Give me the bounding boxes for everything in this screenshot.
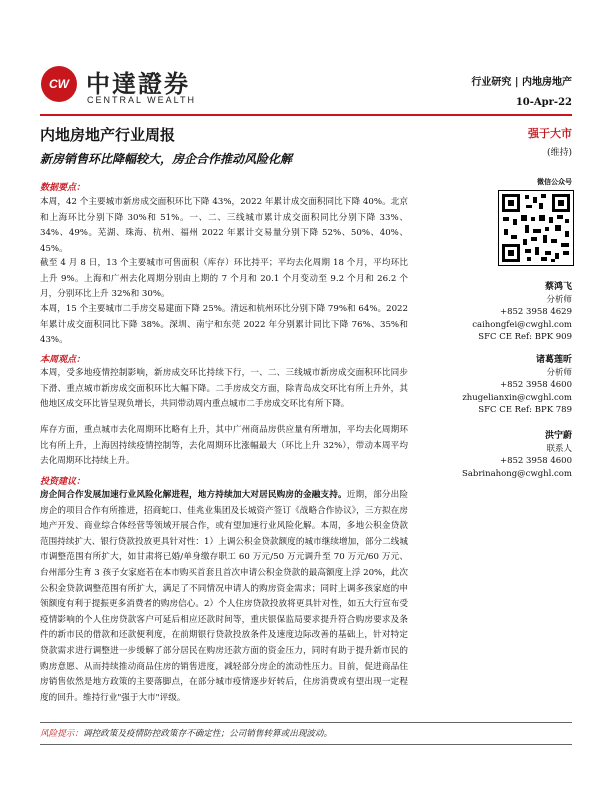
brand-name-en: CENTRAL WEALTH (87, 95, 197, 105)
page-title: 内地房地产行业周报 (40, 126, 176, 144)
analyst-phone: +852 3958 4600 (499, 380, 572, 390)
analyst-name: 蔡鸿飞 (544, 282, 572, 292)
analyst-card (462, 430, 572, 480)
advice-paragraph (40, 488, 408, 706)
rating-label: 强于大市 (528, 127, 572, 140)
qr-code-icon (498, 190, 574, 266)
analyst-card (462, 354, 572, 417)
risk-label: 风险提示： (40, 729, 83, 739)
wechat-label: 微信公众号 (537, 177, 572, 186)
analyst-email[interactable]: zhugelianxin@cwghl.com (462, 392, 572, 403)
rating-sub: (维持) (546, 148, 572, 158)
view-section-heading: 本周观点： (40, 355, 86, 365)
risk-divider (40, 722, 572, 723)
report-date: 10-Apr-22 (515, 97, 572, 108)
analyst-email[interactable]: Sabrinahong@cwghl.com (462, 468, 572, 479)
analyst-card (472, 281, 572, 344)
advice-section-heading: 投资建议： (40, 477, 86, 487)
risk-text: 调控政策及疫情防控政策存不确定性；公司销售转算或出现波动。 (82, 729, 333, 739)
risk-divider-bottom (40, 744, 572, 745)
data-paragraph-1: 本周，42 个主要城市新房成交面积环比下降 43%，2022 年累计成交面积同比下降 40%。北京和上海环比分别下降 30%和 51%。一、二、三线城市累计成交面积同比分别下降 33%、34%、49%。芜湖、珠海、杭州、福州 2022 年累计交易量分别下降 52%、50%、40%、45%。 (40, 197, 408, 254)
view-paragraph-1: 本周，受多地疫情控制影响，新房成交环比持续下行，一、二、三线城市新房成交面积环比同步下滑、重点城市新房成交面积环比大幅下降。二手房成交方面，除青岛成交环比有所上升外，其他地区成交环比皆呈现负增长，共同带动周内重点城市二手房成交环比有所下降。 (40, 368, 408, 410)
analyst-role: 联系人 (546, 443, 572, 454)
risk-note (40, 727, 332, 739)
brand-name-cn: 中達證券 (86, 69, 190, 98)
analyst-phone: +852 3958 4600 (499, 456, 572, 466)
advice-body: 近期，部分出险房企的项目合作有所推进，招商蛇口、佳兆业集团及长城资产签订《战略合作协议》，三方拟在房地产开发、商业综合体经营等领域开展合作，或有望加速行业风险化解。本周，多地公积金贷款范围持续扩大、银行贷款投放更具针对性：1）上调公积金贷款额度的城市继续增加，部分二线城市调整范围有所扩大，如甘肃将已婚/单身缴存职工 60 万元/50 万元调升至 70 万元/60 万元、台州部分生育 3 孩子女家庭若在本市购买首套且首次申请公积金贷款的最高额度上浮 20%，此次公积金贷款调整范围有所扩大，满足了不同情况申请人的购房资金需求；同时上调多孩家庭的申领额度有利于提振更多消费者的购房信心。2）个人住房贷款投放将更具针对性，如五大行宣布受疫情影响的个人住房贷款客户可延后相应还款时间等，重庆银保监局要求提升符合购房要求及条件的新市民的借款和还款便利度，在前期银行贷款投放条件及速度边际改善的基础上，针对特定贷款需求进行调整进一步缓解了部分居民在购房还款方面的资金压力，同时有助于提升新市民的购房意愿、从而持续推动商品住房的销售进度，减轻部分房企的流动性压力。目前，促进商品住房销售依然是地方政策的主要落脚点，在部分城市疫情逐步好转后，住房消费或有望出现一定程度的回升。维持行业"强于大市"评级。 (40, 490, 408, 703)
analyst-role: 分析师 (546, 294, 572, 305)
analyst-email[interactable]: caihongfei@cwghl.com (472, 319, 572, 330)
data-paragraph-3: 本周，15 个主要城市二手房交易建面下降 25%。清远和杭州环比分别下降 79%和 64%。2022 年累计成交面积同比下降 38%。深圳、南宁和东莞 2022 年分别累计同比下降 76%、35%和 43%。 (40, 304, 408, 346)
logo-mark: CW (49, 77, 69, 91)
analyst-ref: SFC CE Ref: BPK 909 (478, 332, 572, 342)
data-section-heading: 数据要点： (40, 183, 86, 193)
page-subtitle: 新房销售环比降幅较大，房企合作推动风险化解 (40, 152, 293, 166)
header-divider (40, 114, 572, 116)
analyst-name: 诸葛莲昕 (535, 355, 572, 365)
advice-lead: 房企间合作发展加速行业风险化解进程，地方持续加大对居民购房的金融支持。 (40, 490, 347, 500)
analyst-ref: SFC CE Ref: BPK 789 (478, 405, 572, 415)
analyst-name: 洪宁蔚 (544, 431, 572, 441)
view-paragraph-2: 库存方面，重点城市去化周期环比略有上升，其中广州商品房供应量有所增加，平均去化周期环比有所上升，上海因持续疫情控制等，去化周期环比涨幅最大（环比上升 32%），带动本周平均去化周期环比持续上升。 (40, 425, 408, 467)
report-type: 行业研究 | 内地房地产 (471, 77, 572, 88)
analyst-phone: +852 3958 4629 (499, 307, 572, 317)
data-paragraph-2: 截至 4 月 8 日，13 个主要城市可售面积（库存）环比持平；平均去化周期 18 个月，平均环比上升 9%。上海和广州去化周期分别由上期的 7 个月和 20.1 个月变动至 9.2 个月和 26.2 个月，分别环比上升 32%和 30%。 (40, 258, 408, 300)
analyst-role: 分析师 (546, 367, 572, 378)
